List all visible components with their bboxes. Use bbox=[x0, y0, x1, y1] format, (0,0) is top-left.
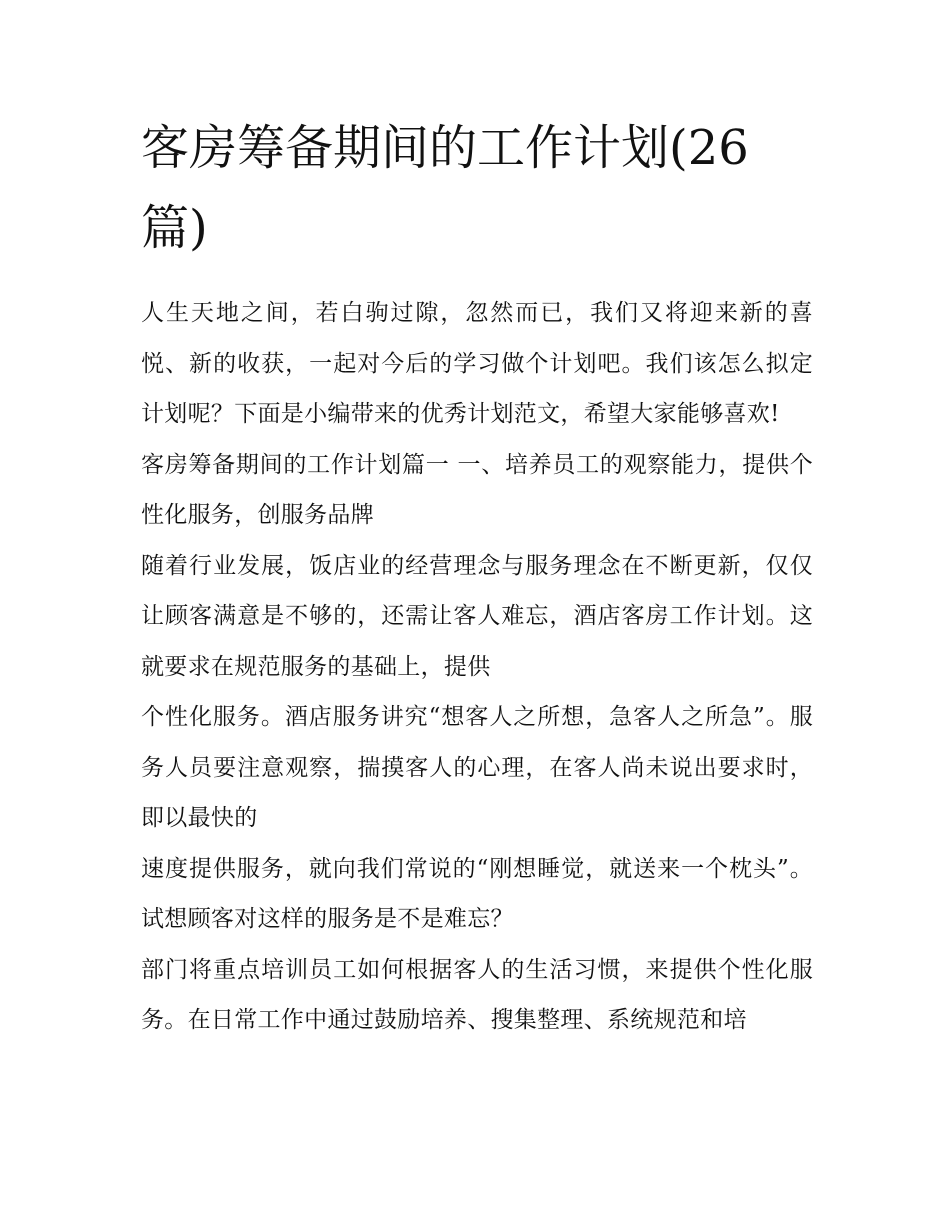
paragraph: 速度提供服务，就向我们常说的“刚想睡觉，就送来一个枕头”。试想顾客对这样的服务是不是难忘？ bbox=[141, 855, 813, 932]
paragraph-section-heading: 客房筹备期间的工作计划篇一 一、培养员工的观察能力，提供个性化服务，创服务品牌 bbox=[141, 451, 813, 528]
document-page bbox=[141, 108, 813, 1046]
paragraph: 随着行业发展，饭店业的经营理念与服务理念在不断更新，仅仅让顾客满意是不够的，还需让客人难忘，酒店客房工作计划。这就要求在规范服务的基础上，提供 bbox=[141, 552, 813, 680]
paragraph-intro: 人生天地之间，若白驹过隙，忽然而已，我们又将迎来新的喜悦、新的收获，一起对今后的学习做个计划吧。我们该怎么拟定计划呢？下面是小编带来的优秀计划范文，希望大家能够喜欢! bbox=[141, 300, 813, 427]
paragraph: 部门将重点培训员工如何根据客人的生活习惯，来提供个性化服务。在日常工作中通过鼓励培养、搜集整理、系统规范和培 bbox=[141, 956, 813, 1033]
document-title: 客房筹备期间的工作计划(26篇) bbox=[141, 120, 749, 256]
paragraph: 个性化服务。酒店服务讲究“想客人之所想，急客人之所急”。服务人员要注意观察，揣摸客人的心理，在客人尚未说出要求时，即以最快的 bbox=[141, 704, 813, 831]
document-body bbox=[141, 288, 813, 1046]
